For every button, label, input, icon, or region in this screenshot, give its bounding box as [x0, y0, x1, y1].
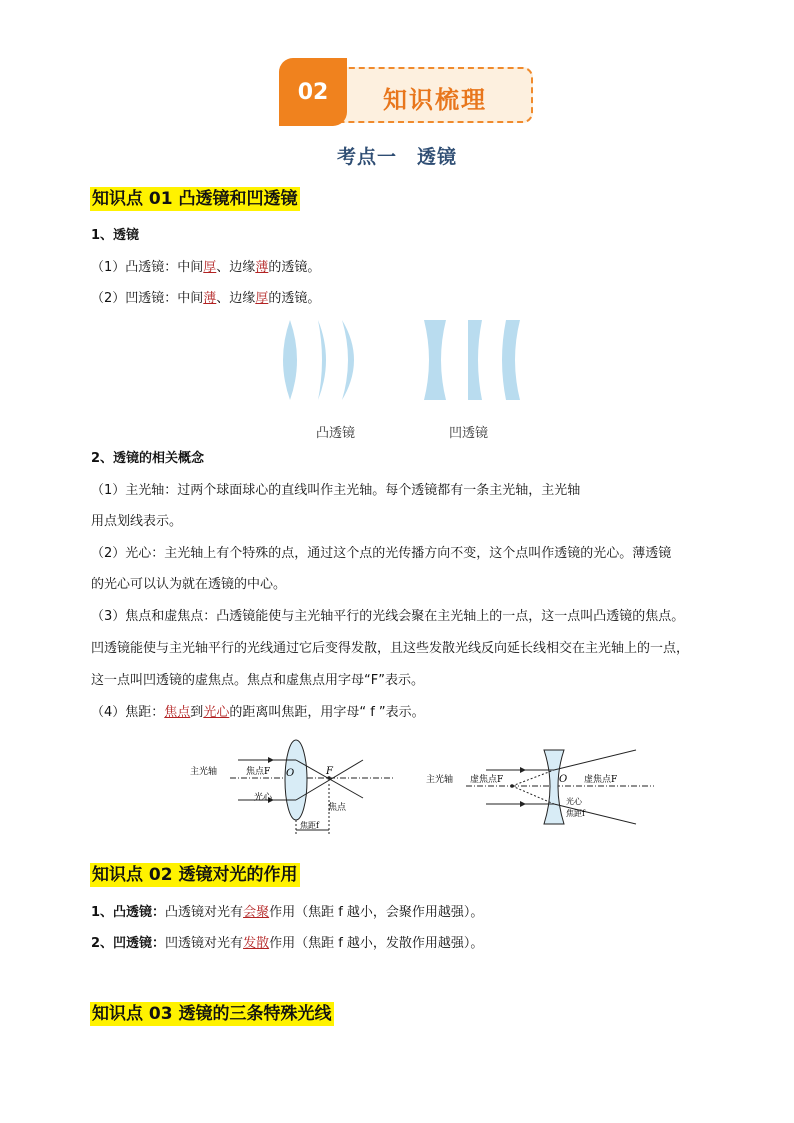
section-title: 考点一 透镜 — [336, 146, 457, 168]
concave-definition: （2）凹透镜：中间薄、边缘厚的透镜。 — [91, 291, 321, 306]
para-axis-1: （1）主光轴：过两个球面球心的直线叫作主光轴。每个透镜都有一条主光轴，主光轴 — [91, 483, 581, 498]
badge-title: 知识梳理 — [383, 86, 487, 114]
label-focal-length: 焦距f — [300, 821, 319, 830]
para-focus-3: 这一点叫凹透镜的虚焦点。焦点和虚焦点用字母“F”表示。 — [91, 673, 424, 688]
label-focus-left: 焦点F — [246, 767, 271, 777]
concave-focus-diagram — [426, 746, 656, 830]
convex-lens-meniscus — [342, 320, 354, 400]
label-main-axis: 主光轴 — [190, 767, 218, 777]
convex-lens-biconvex — [283, 320, 297, 400]
label-o-right: O — [559, 774, 568, 785]
concave-lens-planoconcave — [468, 320, 482, 400]
para-center-2: 的光心可以认为就在透镜的中心。 — [91, 577, 287, 592]
label-optical-center: 光心 — [254, 793, 273, 803]
caption-concave: 凹透镜 — [449, 426, 489, 441]
para-focal-length: （4）焦距：焦点到光心的距离叫焦距，用字母“ f ”表示。 — [91, 705, 425, 720]
kp1-sub1: 1、透镜 — [91, 228, 140, 243]
badge-number: 02 — [279, 58, 347, 126]
label-virtual-focus-left: 虚焦点F — [470, 775, 504, 785]
lens-shapes-figure — [270, 312, 530, 408]
kp3-heading: 知识点 03 透镜的三条特殊光线 — [92, 1004, 332, 1024]
kp2-heading: 知识点 02 透镜对光的作用 — [92, 865, 298, 885]
convex-lens — [285, 740, 307, 820]
caption-convex: 凸透镜 — [316, 426, 356, 441]
para-center-1: （2）光心：主光轴上有个特殊的点，通过这个点的光传播方向不变，这个点叫作透镜的光心。薄透镜 — [91, 546, 672, 561]
label-f: F — [326, 766, 333, 777]
label-virtual-focus-right: 虚焦点F — [584, 775, 618, 785]
label-focus: 焦点 — [328, 803, 347, 813]
convex-focus-diagram — [188, 738, 396, 838]
label-main-axis-right: 主光轴 — [426, 775, 454, 785]
concave-lens — [544, 750, 564, 824]
concave-lens-meniscus — [502, 320, 520, 400]
label-o: O — [286, 768, 295, 779]
label-optical-center-right: 光心 — [566, 797, 582, 806]
convex-lens-planoconvex — [318, 320, 326, 400]
para-axis-2: 用点划线表示。 — [91, 514, 183, 529]
kp1-heading: 知识点 01 凸透镜和凹透镜 — [92, 189, 298, 209]
para-focus-2: 凹透镜能使与主光轴平行的光线通过它后变得发散，且这些发散光线反向延长线相交在主光轴上的一点， — [91, 641, 690, 656]
kp1-sub2: 2、透镜的相关概念 — [91, 451, 205, 466]
concave-lens-biconcave — [424, 320, 446, 400]
section-badge — [279, 58, 535, 126]
para-focus-1: （3）焦点和虚焦点：凸透镜能使与主光轴平行的光线会聚在主光轴上的一点，这一点叫凸透镜的焦点。 — [91, 609, 685, 624]
label-focal-length-right: 焦距f — [566, 809, 585, 818]
convex-definition: （1）凸透镜：中间厚、边缘薄的透镜。 — [91, 260, 321, 275]
convex-effect: 1、凸透镜：凸透镜对光有会聚作用（焦距 f 越小，会聚作用越强）。 — [91, 905, 484, 920]
concave-effect: 2、凹透镜：凹透镜对光有发散作用（焦距 f 越小，发散作用越强）。 — [91, 936, 484, 951]
